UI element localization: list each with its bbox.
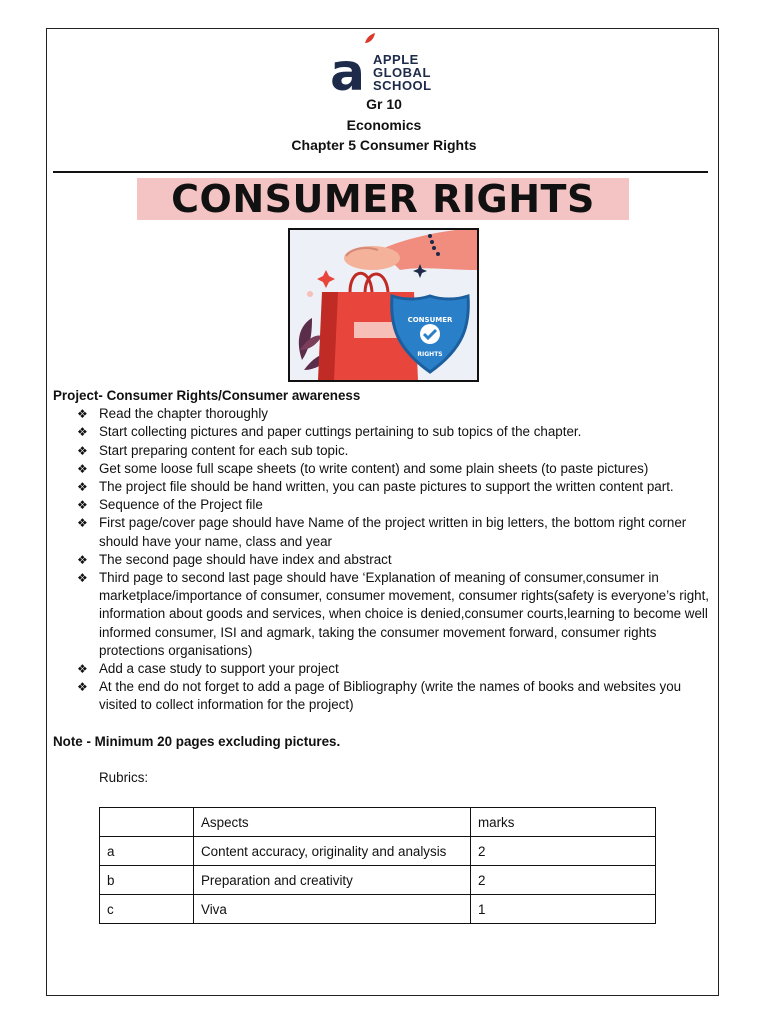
project-title: Project- Consumer Rights/Consumer awareness [53, 388, 361, 403]
table-cell: a [100, 837, 194, 866]
chapter-heading: Chapter 5 Consumer Rights [291, 137, 477, 153]
list-item-text: Start collecting pictures and paper cuttings pertaining to sub topics of the chapter. [99, 424, 582, 440]
school-logo [330, 33, 460, 95]
bullet-icon: ❖ [77, 461, 88, 476]
rubrics-label: Rubrics: [99, 770, 149, 785]
bullet-icon: ❖ [77, 552, 88, 567]
school-name-line2: GLOBAL [373, 65, 431, 80]
title-banner: CONSUMER RIGHTS [137, 178, 629, 220]
svg-text:a: a [330, 43, 366, 95]
bullet-icon: ❖ [77, 680, 88, 695]
bullet-icon: ❖ [77, 662, 88, 677]
list-item-text: Get some loose full scape sheets (to write content) and some plain sheets (to paste pictures) [99, 460, 649, 476]
bullet-icon: ❖ [77, 443, 88, 458]
list-item [53, 678, 713, 714]
table-cell [100, 808, 194, 837]
bullet-icon: ❖ [77, 407, 88, 422]
list-item [53, 569, 713, 660]
list-item-text: Start preparing content for each sub topic. [99, 442, 349, 458]
school-name [373, 53, 432, 92]
instruction-list [53, 405, 713, 714]
table-cell: Content accuracy, originality and analysis [194, 837, 471, 866]
list-item [53, 478, 713, 496]
list-item-text: The second page should have index and abstract [99, 551, 392, 567]
table-cell: Aspects [194, 808, 471, 837]
table-cell: 1 [471, 895, 656, 924]
shield-text-top: CONSUMER [407, 316, 453, 324]
table-header-row [100, 808, 656, 837]
header-divider [53, 171, 708, 173]
consumer-rights-illustration [288, 228, 479, 382]
table-row [100, 895, 656, 924]
table-cell: marks [471, 808, 656, 837]
bullet-icon: ❖ [77, 516, 88, 531]
table-cell: Preparation and creativity [194, 866, 471, 895]
list-item [53, 496, 713, 514]
school-name-line3: SCHOOL [373, 78, 432, 93]
list-item-text: At the end do not forget to add a page of Bibliography (write the names of books and websites you visited to collect information for the project) [99, 679, 682, 713]
table-row [100, 866, 656, 895]
bullet-icon: ❖ [77, 498, 88, 513]
list-item-text: Sequence of the Project file [99, 497, 263, 513]
list-item [53, 551, 713, 569]
table-cell: c [100, 895, 194, 924]
table-cell: b [100, 866, 194, 895]
shield-text-bottom: RIGHTS [417, 351, 443, 358]
list-item [53, 423, 713, 441]
list-item [53, 514, 713, 550]
list-item-text: First page/cover page should have Name of the project written in big letters, the bottom right corner should have your name, class and year [99, 515, 687, 549]
bullet-icon: ❖ [77, 571, 88, 586]
bullet-icon: ❖ [77, 480, 88, 495]
project-section [53, 387, 713, 715]
note-text: Note - Minimum 20 pages excluding pictures. [53, 734, 341, 749]
table-cell: 2 [471, 866, 656, 895]
table-cell: Viva [194, 895, 471, 924]
list-item [53, 460, 713, 478]
list-item-text: Add a case study to support your project [99, 661, 339, 677]
list-item-text: Read the chapter thoroughly [99, 406, 268, 422]
bullet-icon: ❖ [77, 425, 88, 440]
subject-heading: Economics [346, 117, 422, 133]
list-item-text: The project file should be hand written, you can paste pictures to support the written content part. [99, 479, 674, 495]
list-item-text: Third page to second last page should have ‘Explanation of meaning of consumer,consumer in marketplace/importance of consumer, consumer movement, consumer rights(safety is everyone’s right, information about goods and services, when choice is denied,consumer courts,learning to become well informed consumer, ISI and agmark, taking the consumer movement forward, consumer rights protections organisations) [99, 570, 710, 658]
table-row [100, 837, 656, 866]
list-item [53, 405, 713, 423]
table-cell: 2 [471, 837, 656, 866]
list-item [53, 442, 713, 460]
grade-heading: Gr 10 [366, 96, 402, 112]
list-item [53, 660, 713, 678]
rubric-table [99, 807, 656, 924]
school-name-line1: APPLE [373, 52, 419, 67]
